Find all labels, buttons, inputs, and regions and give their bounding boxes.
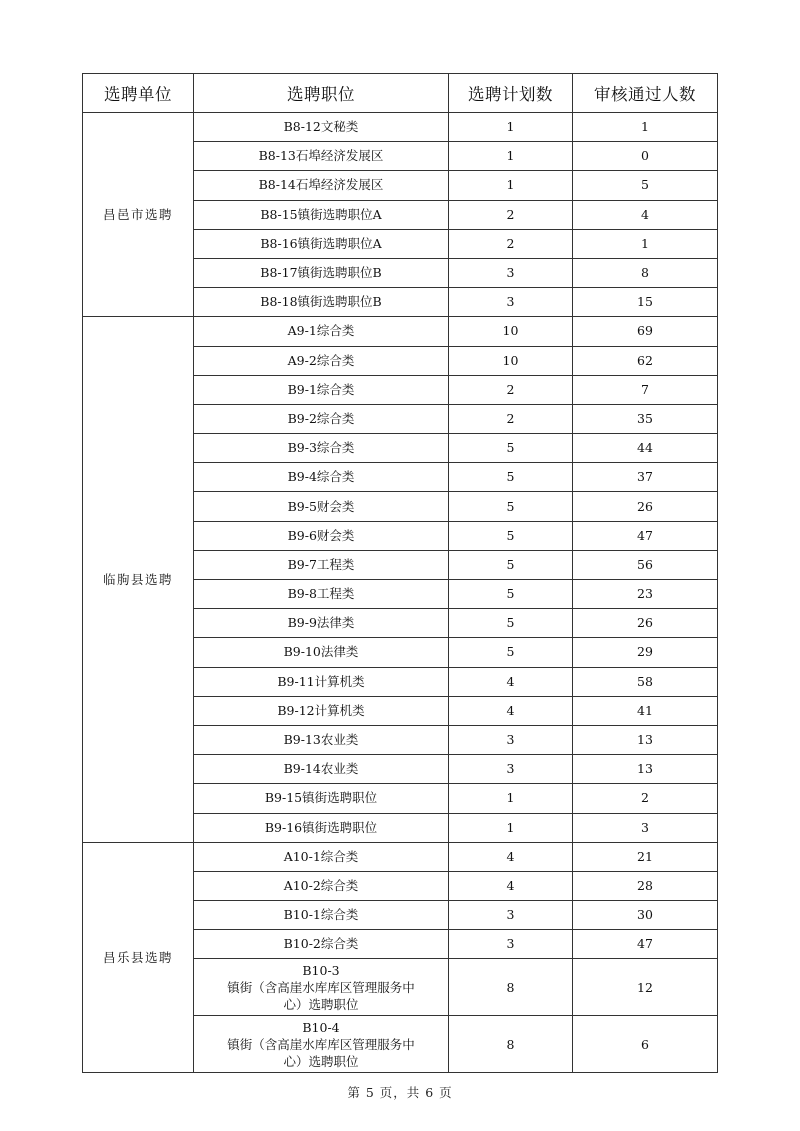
plan-count-cell: 4	[449, 696, 573, 725]
plan-count-cell: 5	[449, 463, 573, 492]
passed-count-cell: 56	[573, 550, 718, 579]
position-cell	[194, 959, 449, 1016]
passed-count-cell: 28	[573, 871, 718, 900]
passed-count-cell: 44	[573, 434, 718, 463]
position-cell: B9-1综合类	[194, 375, 449, 404]
plan-count-cell: 1	[449, 142, 573, 171]
position-cell: A10-2综合类	[194, 871, 449, 900]
passed-count-cell: 21	[573, 842, 718, 871]
header-passed: 审核通过人数	[573, 74, 718, 113]
passed-count-cell: 13	[573, 725, 718, 754]
position-cell: B9-15镇街选聘职位	[194, 784, 449, 813]
plan-count-cell: 3	[449, 725, 573, 754]
position-line: B10-4	[302, 1019, 340, 1035]
passed-count-cell: 47	[573, 930, 718, 959]
passed-count-cell: 0	[573, 142, 718, 171]
position-cell: B9-5财会类	[194, 492, 449, 521]
position-cell: B8-16镇街选聘职位A	[194, 229, 449, 258]
position-cell: B9-3综合类	[194, 434, 449, 463]
header-position: 选聘职位	[194, 74, 449, 113]
passed-count-cell: 26	[573, 609, 718, 638]
plan-count-cell: 4	[449, 667, 573, 696]
passed-count-cell: 2	[573, 784, 718, 813]
plan-count-cell: 10	[449, 346, 573, 375]
position-cell: B9-2综合类	[194, 404, 449, 433]
plan-count-cell: 3	[449, 755, 573, 784]
position-cell: B9-12计算机类	[194, 696, 449, 725]
passed-count-cell: 8	[573, 258, 718, 287]
passed-count-cell: 69	[573, 317, 718, 346]
table-body	[83, 113, 718, 1073]
position-cell: B9-13农业类	[194, 725, 449, 754]
plan-count-cell: 1	[449, 113, 573, 142]
position-cell: B8-13石埠经济发展区	[194, 142, 449, 171]
passed-count-cell: 23	[573, 580, 718, 609]
position-line: 心）选聘职位	[283, 1053, 359, 1069]
plan-count-cell: 4	[449, 871, 573, 900]
recruitment-table	[82, 73, 718, 1073]
unit-cell: 临朐县选聘	[83, 317, 194, 842]
passed-count-cell: 12	[573, 959, 718, 1016]
plan-count-cell: 3	[449, 258, 573, 287]
plan-count-cell: 3	[449, 288, 573, 317]
position-line: B10-3	[302, 962, 340, 978]
position-cell: B8-17镇街选聘职位B	[194, 258, 449, 287]
passed-count-cell: 26	[573, 492, 718, 521]
passed-count-cell: 35	[573, 404, 718, 433]
header-unit: 选聘单位	[83, 74, 194, 113]
position-cell: B9-7工程类	[194, 550, 449, 579]
plan-count-cell: 5	[449, 609, 573, 638]
plan-count-cell: 2	[449, 375, 573, 404]
table-header	[83, 74, 718, 113]
passed-count-cell: 3	[573, 813, 718, 842]
position-cell: B8-14石埠经济发展区	[194, 171, 449, 200]
passed-count-cell: 37	[573, 463, 718, 492]
position-cell: B9-8工程类	[194, 580, 449, 609]
table-row	[83, 317, 718, 346]
position-line: 镇街（含高崖水库库区管理服务中	[227, 979, 415, 995]
table-row	[83, 842, 718, 871]
position-cell	[194, 1016, 449, 1073]
plan-count-cell: 1	[449, 171, 573, 200]
plan-count-cell: 8	[449, 959, 573, 1016]
header-row	[83, 74, 718, 113]
passed-count-cell: 4	[573, 200, 718, 229]
plan-count-cell: 2	[449, 229, 573, 258]
header-plan: 选聘计划数	[449, 74, 573, 113]
position-line: 镇街（含高崖水库库区管理服务中	[227, 1036, 415, 1052]
plan-count-cell: 2	[449, 200, 573, 229]
position-cell: B9-10法律类	[194, 638, 449, 667]
position-cell: B9-14农业类	[194, 755, 449, 784]
passed-count-cell: 58	[573, 667, 718, 696]
passed-count-cell: 15	[573, 288, 718, 317]
position-cell: B9-16镇街选聘职位	[194, 813, 449, 842]
position-cell: B10-1综合类	[194, 901, 449, 930]
position-cell: B9-6财会类	[194, 521, 449, 550]
position-cell: B8-18镇街选聘职位B	[194, 288, 449, 317]
position-cell: B8-15镇街选聘职位A	[194, 200, 449, 229]
passed-count-cell: 41	[573, 696, 718, 725]
passed-count-cell: 7	[573, 375, 718, 404]
position-cell: B9-4综合类	[194, 463, 449, 492]
passed-count-cell: 30	[573, 901, 718, 930]
passed-count-cell: 47	[573, 521, 718, 550]
position-cell: A9-1综合类	[194, 317, 449, 346]
plan-count-cell: 8	[449, 1016, 573, 1073]
plan-count-cell: 10	[449, 317, 573, 346]
passed-count-cell: 62	[573, 346, 718, 375]
position-cell: B10-2综合类	[194, 930, 449, 959]
plan-count-cell: 1	[449, 784, 573, 813]
plan-count-cell: 5	[449, 434, 573, 463]
plan-count-cell: 5	[449, 638, 573, 667]
position-cell: B8-12文秘类	[194, 113, 449, 142]
passed-count-cell: 1	[573, 229, 718, 258]
plan-count-cell: 5	[449, 492, 573, 521]
position-cell: B9-9法律类	[194, 609, 449, 638]
unit-cell: 昌乐县选聘	[83, 842, 194, 1073]
table-row	[83, 113, 718, 142]
position-cell: A10-1综合类	[194, 842, 449, 871]
plan-count-cell: 5	[449, 521, 573, 550]
position-cell: A9-2综合类	[194, 346, 449, 375]
position-cell: B9-11计算机类	[194, 667, 449, 696]
passed-count-cell: 5	[573, 171, 718, 200]
passed-count-cell: 6	[573, 1016, 718, 1073]
plan-count-cell: 1	[449, 813, 573, 842]
passed-count-cell: 29	[573, 638, 718, 667]
plan-count-cell: 3	[449, 901, 573, 930]
plan-count-cell: 5	[449, 550, 573, 579]
plan-count-cell: 2	[449, 404, 573, 433]
plan-count-cell: 3	[449, 930, 573, 959]
unit-cell: 昌邑市选聘	[83, 113, 194, 317]
plan-count-cell: 4	[449, 842, 573, 871]
passed-count-cell: 13	[573, 755, 718, 784]
passed-count-cell: 1	[573, 113, 718, 142]
plan-count-cell: 5	[449, 580, 573, 609]
position-line: 心）选聘职位	[283, 996, 359, 1012]
page-number: 第 5 页，共 6 页	[347, 1085, 453, 1100]
